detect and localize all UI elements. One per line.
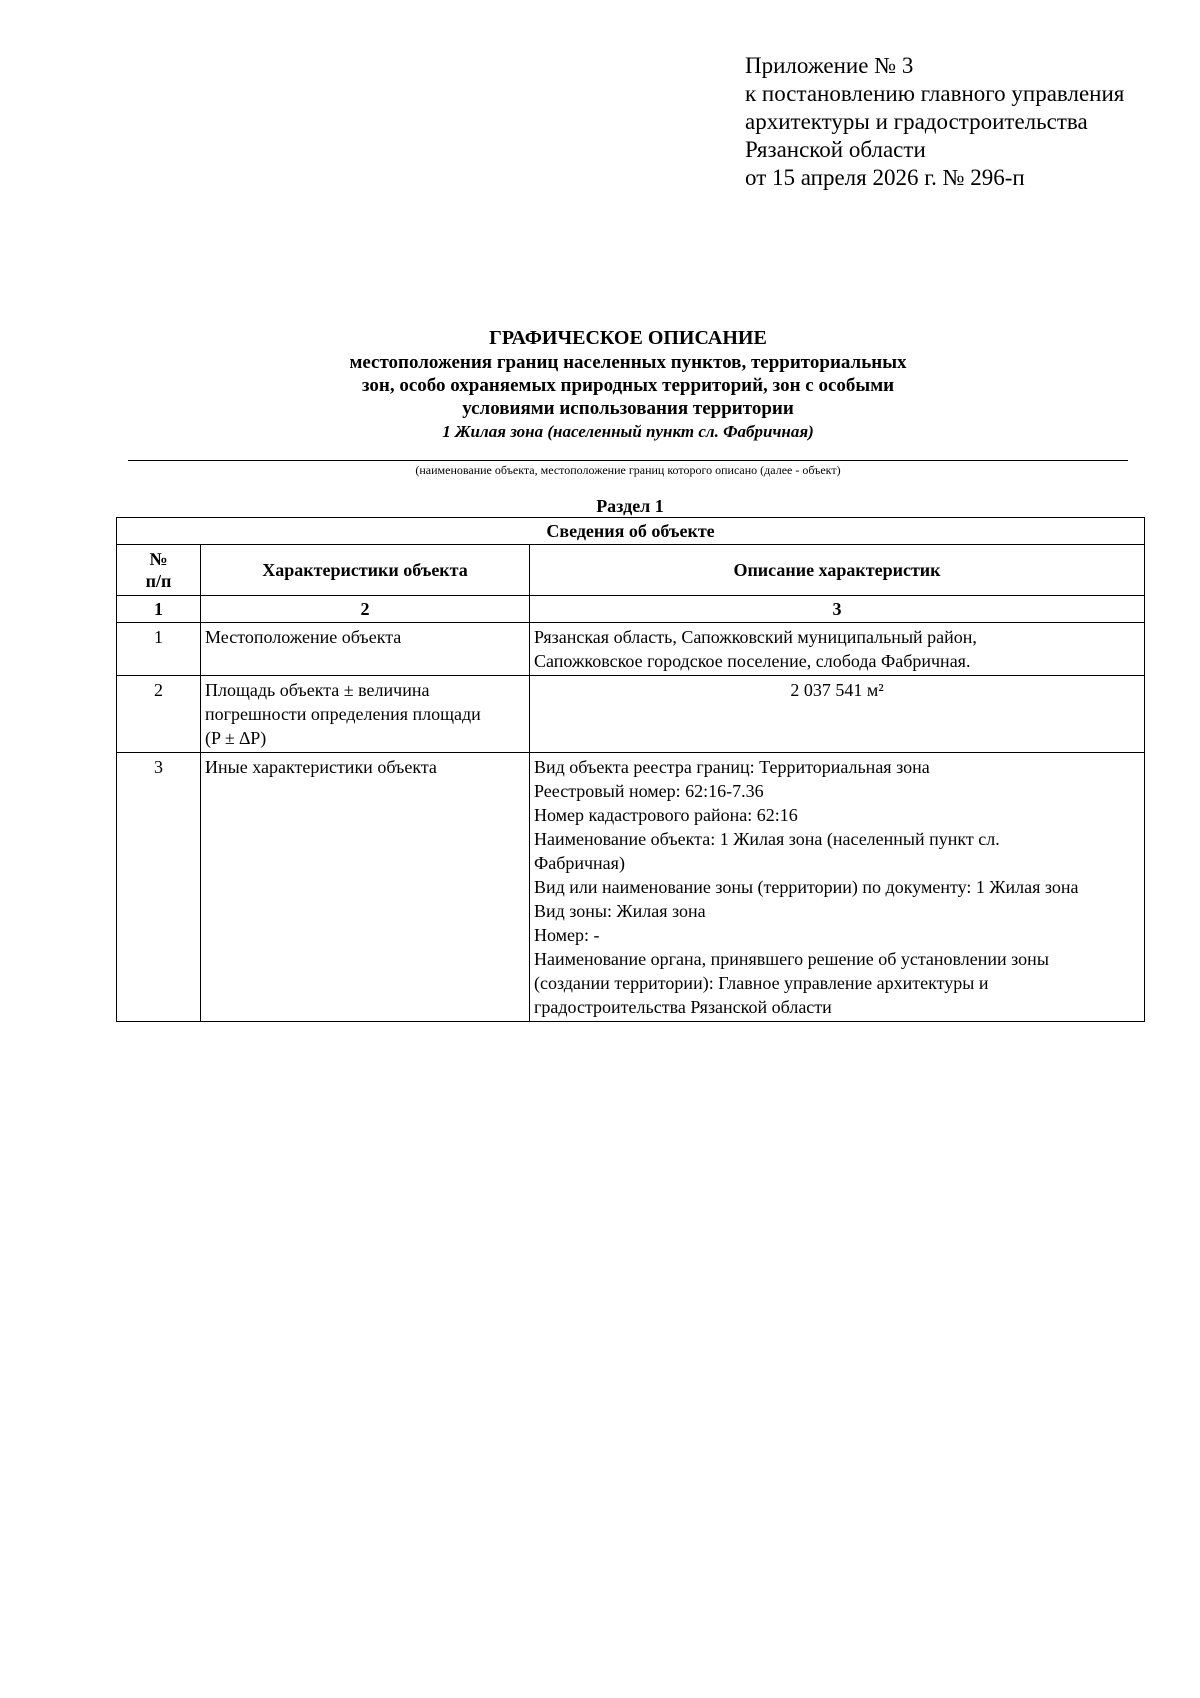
table-row: [117, 623, 1145, 676]
appendix-line: от 15 апреля 2026 г. № 296-п: [745, 165, 1025, 190]
description-line: Реестровый номер: 62:16-7.36: [534, 781, 764, 801]
object-name: 1 Жилая зона (населенный пункт сл. Фабричная): [442, 422, 814, 441]
row-characteristic: [201, 676, 530, 753]
row-number: 1: [117, 623, 201, 676]
row-number: 3: [117, 753, 201, 1022]
description-line: Вид зоны: Жилая зона: [534, 901, 706, 921]
column-number-row: [117, 596, 1145, 623]
title-underline: [128, 460, 1128, 461]
description-line: Номер кадастрового района: 62:16: [534, 805, 798, 825]
description-line: градостроительства Рязанской области: [534, 997, 832, 1017]
table-caption: Сведения об объекте: [117, 518, 1145, 545]
row-description: [530, 753, 1145, 1022]
description-line: Рязанская область, Сапожковский муниципальный район,: [534, 627, 977, 647]
column-header-num: [117, 545, 201, 596]
appendix-line: к постановлению главного управления: [745, 81, 1125, 106]
appendix-line: Приложение № 3: [745, 53, 914, 78]
characteristic-line: (P ± ∆P): [205, 728, 267, 748]
object-name-caption: (наименование объекта, местоположение границ которого описано (далее - объект): [415, 463, 841, 477]
table-row: [117, 753, 1145, 1022]
column-header-characteristic: Характеристики объекта: [201, 545, 530, 596]
description-line: Наименование органа, принявшего решение об установлении зоны: [534, 949, 1049, 969]
document-title: ГРАФИЧЕСКОЕ ОПИСАНИЕ: [489, 327, 767, 349]
column-header-num-label: № п/п: [145, 549, 172, 591]
table-header-row: [117, 545, 1145, 596]
column-number: 1: [117, 596, 201, 623]
description-line: Наименование объекта: 1 Жилая зона (населенный пункт сл.: [534, 829, 1000, 849]
characteristic-line: погрешности определения площади: [205, 704, 481, 724]
row-description: 2 037 541 м²: [530, 676, 1145, 753]
description-line: (создании территории): Главное управление архитектуры и: [534, 973, 989, 993]
document-title-block: [128, 325, 1128, 443]
appendix-header: [745, 52, 1124, 192]
characteristic-line: Площадь объекта ± величина: [205, 680, 430, 700]
appendix-line: Рязанской области: [745, 137, 926, 162]
row-characteristic: Иные характеристики объекта: [201, 753, 530, 1022]
column-header-description: Описание характеристик: [530, 545, 1145, 596]
row-characteristic: Местоположение объекта: [201, 623, 530, 676]
row-description: [530, 623, 1145, 676]
column-number: 3: [530, 596, 1145, 623]
document-subtitle-line: условиями использования территории: [462, 398, 794, 419]
section-label: Раздел 1: [596, 496, 664, 516]
description-line: Номер: -: [534, 925, 600, 945]
description-line: Сапожковское городское поселение, слобода Фабричная.: [534, 651, 971, 671]
table-caption-row: [117, 518, 1145, 545]
column-number: 2: [201, 596, 530, 623]
row-number: 2: [117, 676, 201, 753]
document-subtitle-line: зон, особо охраняемых природных территорий, зон с особыми: [361, 375, 895, 396]
table-row: [117, 676, 1145, 753]
appendix-line: архитектуры и градостроительства: [745, 109, 1088, 134]
description-line: Фабричная): [534, 853, 625, 873]
document-subtitle-line: местоположения границ населенных пунктов, территориальных: [349, 352, 907, 373]
object-info-table: [116, 517, 1145, 1022]
description-line: Вид или наименование зоны (территории) по документу: 1 Жилая зона: [534, 877, 1079, 897]
description-line: Вид объекта реестра границ: Территориальная зона: [534, 757, 930, 777]
